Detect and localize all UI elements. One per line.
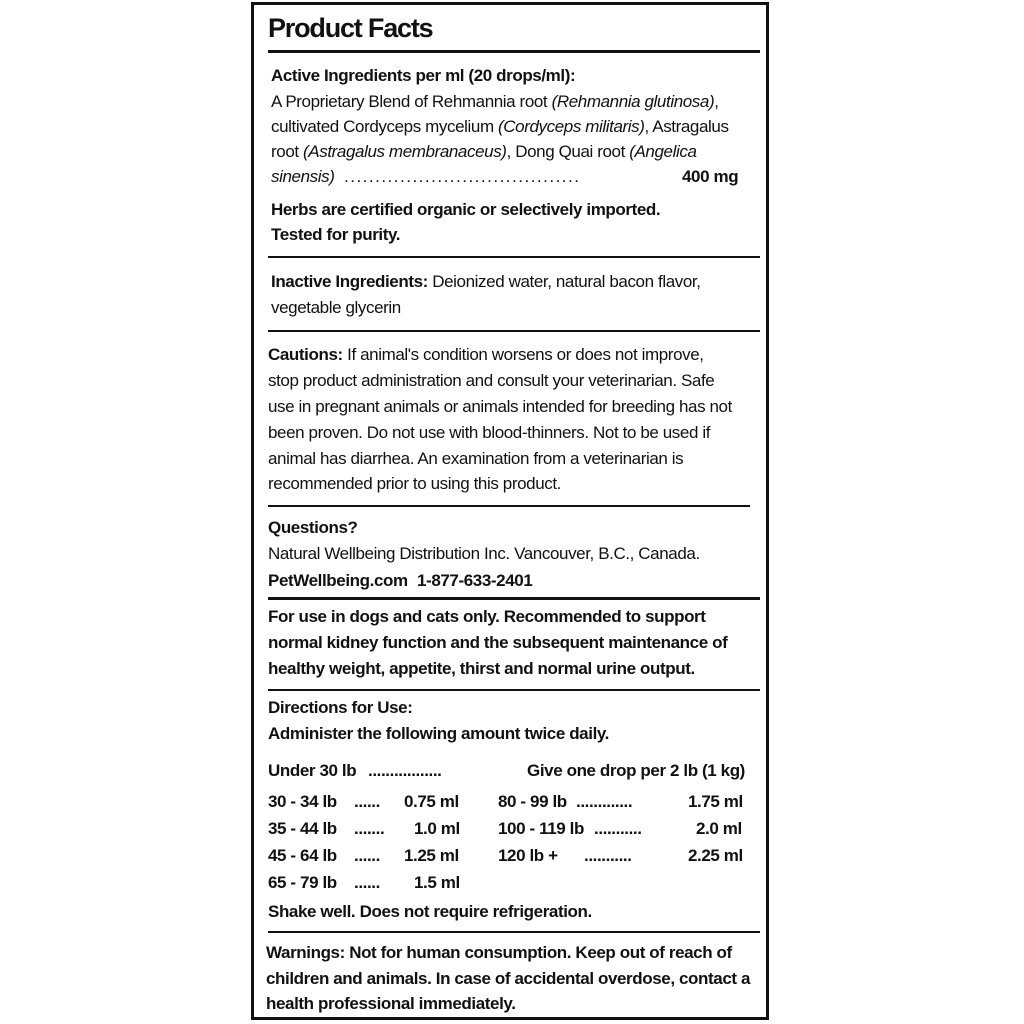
dose-amount: 2.0 ml xyxy=(696,819,742,838)
contact-website: PetWellbeing.com xyxy=(268,571,408,590)
divider xyxy=(268,689,760,691)
company-line: Natural Wellbeing Distribution Inc. Vancouver, B.C., Canada. xyxy=(268,544,700,563)
divider xyxy=(268,931,760,933)
active-line-2: cultivated Cordyceps mycelium (Cordyceps militaris), Astragalus xyxy=(271,117,729,136)
active-leader-dots: ...................................... xyxy=(344,167,581,186)
divider xyxy=(268,330,760,332)
dose-weight: 65 - 79 lb xyxy=(268,873,337,892)
directions-heading: Directions for Use: xyxy=(268,698,413,717)
dose-weight: 35 - 44 lb xyxy=(268,819,337,838)
dose-dots: ...... xyxy=(354,792,380,811)
herbs-note: Herbs are certified organic or selectively imported. xyxy=(271,200,661,219)
dose-dots: ...... xyxy=(354,873,380,892)
active-heading: Active Ingredients per ml (20 drops/ml): xyxy=(271,66,576,85)
use-line-2: normal kidney function and the subsequent maintenance of xyxy=(268,633,728,652)
dose-weight: 45 - 64 lb xyxy=(268,846,337,865)
questions-heading: Questions? xyxy=(268,518,358,537)
warnings-line-2: children and animals. In case of accidental overdose, contact a xyxy=(266,969,751,988)
dose-amount: 1.0 ml xyxy=(414,819,460,838)
dose-dots: ....... xyxy=(354,819,385,838)
dose-dots: ........... xyxy=(594,819,642,838)
dose-amount: 1.25 ml xyxy=(404,846,459,865)
inactive-line-1: Inactive Ingredients: Deionized water, natural bacon flavor, xyxy=(271,272,701,291)
dose-dots: ........... xyxy=(584,846,632,865)
active-amount: 400 mg xyxy=(682,167,739,186)
use-line-1: For use in dogs and cats only. Recommended to support xyxy=(268,607,706,626)
under-30-value: Give one drop per 2 lb (1 kg) xyxy=(527,761,745,780)
cautions-line-4: been proven. Do not use with blood-thinners. Not to be used if xyxy=(268,423,711,442)
use-line-3: healthy weight, appetite, thirst and normal urine output. xyxy=(268,659,695,678)
panel-title: Product Facts xyxy=(268,13,433,43)
directions-intro: Administer the following amount twice daily. xyxy=(268,724,610,743)
cautions-line-3: use in pregnant animals or animals intended for breeding has not xyxy=(268,397,732,416)
warnings-line-3: health professional immediately. xyxy=(266,994,516,1013)
dose-weight: 30 - 34 lb xyxy=(268,792,337,811)
shake-note: Shake well. Does not require refrigeration. xyxy=(268,902,592,921)
dose-weight: 120 lb + xyxy=(498,846,558,865)
cautions-line-6: recommended prior to using this product. xyxy=(268,474,561,493)
under-30-dots: ................. xyxy=(368,761,442,780)
dose-amount: 1.5 ml xyxy=(414,873,460,892)
under-30-label: Under 30 lb xyxy=(268,761,357,780)
purity-note: Tested for purity. xyxy=(271,225,401,244)
warnings-line-1: Warnings: Not for human consumption. Keep out of reach of xyxy=(266,943,732,962)
divider xyxy=(268,256,760,258)
divider xyxy=(268,505,750,507)
dose-amount: 0.75 ml xyxy=(404,792,459,811)
contact-phone: 1-877-633-2401 xyxy=(417,571,533,590)
title-rule xyxy=(268,50,760,53)
active-line-1: A Proprietary Blend of Rehmannia root (Rehmannia glutinosa), xyxy=(271,92,719,111)
cautions-line-2: stop product administration and consult your veterinarian. Safe xyxy=(268,371,715,390)
dose-dots: ...... xyxy=(354,846,380,865)
dose-amount: 2.25 ml xyxy=(688,846,743,865)
cautions-line-5: animal has diarrhea. An examination from a veterinarian is xyxy=(268,449,684,468)
product-facts-panel xyxy=(251,2,769,1020)
active-line-4: sinensis) xyxy=(271,167,335,186)
cautions-line-1: Cautions: If animal's condition worsens or does not improve, xyxy=(268,345,704,364)
dose-dots: ............. xyxy=(576,792,633,811)
active-line-3: root (Astragalus membranaceus), Dong Quai root (Angelica xyxy=(271,142,697,161)
dose-weight: 80 - 99 lb xyxy=(498,792,567,811)
dose-weight: 100 - 119 lb xyxy=(498,819,584,838)
inactive-line-2: vegetable glycerin xyxy=(271,298,401,317)
dose-amount: 1.75 ml xyxy=(688,792,743,811)
divider xyxy=(268,597,760,600)
